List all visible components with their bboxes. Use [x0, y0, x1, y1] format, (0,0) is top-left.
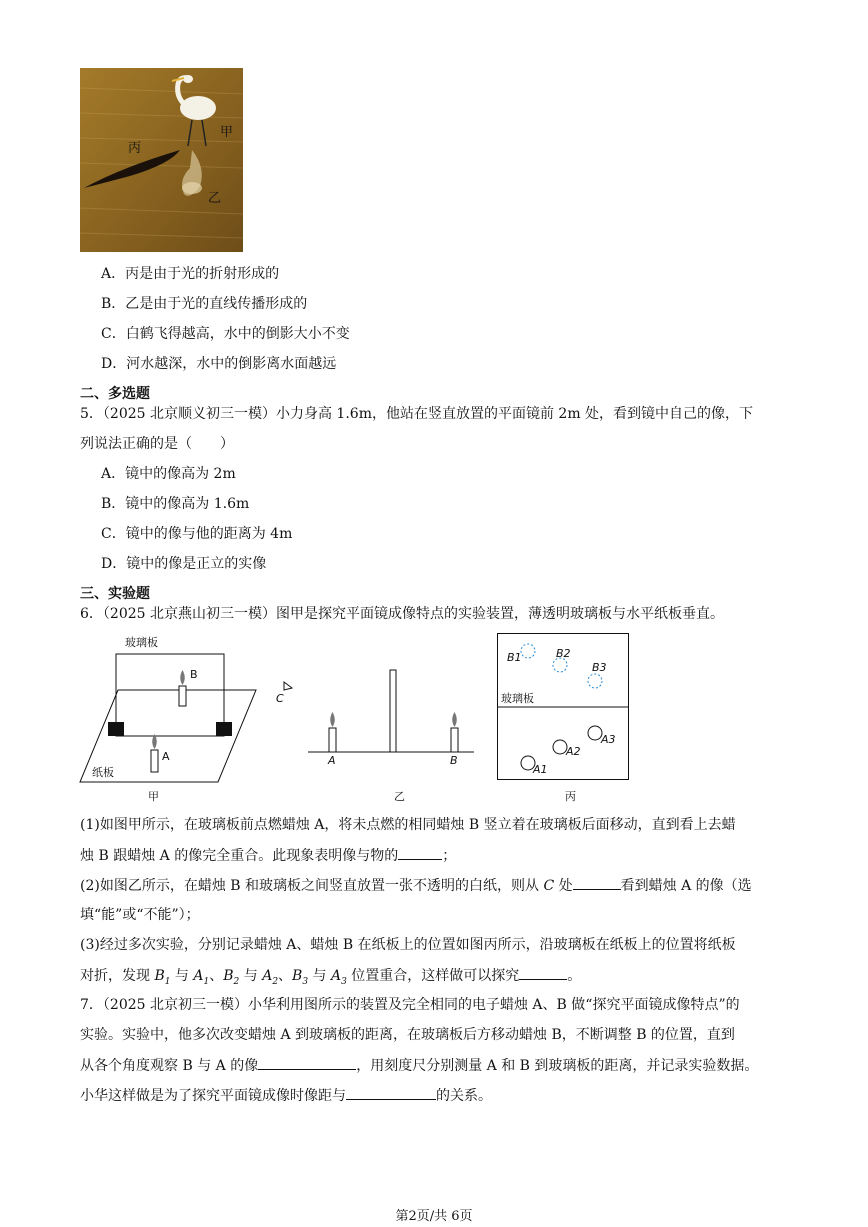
q5-option-a: A．镜中的像高为 2m [101, 466, 236, 482]
q6-part2-text-mid: 处 [554, 878, 573, 894]
photo-label-bing: 丙 [128, 141, 142, 156]
q7-line2: 实验。实验中，他多次改变蜡烛 A 到玻璃板的距离，在玻璃板后方移动蜡烛 B，不断调整 B 的位置，直到 [80, 1027, 735, 1043]
q6-part2-text: (2)如图乙所示，在蜡烛 B 和玻璃板之间竖直放置一张不透明的白纸，则从 [80, 878, 540, 894]
q7-answer-blank-2[interactable] [346, 1085, 436, 1100]
figure-bing [497, 633, 632, 805]
figure-jia-caption: 甲 [148, 790, 159, 803]
figure-bing-label-b1: B1 [507, 651, 522, 664]
figure-bing-label-b2: B2 [556, 647, 571, 660]
q6-part2-answer-blank[interactable] [573, 875, 621, 890]
q4-option-c: C．白鹤飞得越高，水中的倒影大小不变 [101, 326, 350, 342]
q6-stem: 6．（2025 北京燕山初三一模）图甲是探究平面镜成像特点的实验装置，薄透明玻璃板与水平纸板垂直。 [80, 606, 724, 622]
q5-option-b: B．镜中的像高为 1.6m [101, 496, 250, 512]
figure-bing-label-a1: A1 [533, 763, 548, 776]
q6-part3-text: 对折，发现 [80, 968, 150, 984]
q6-part1-line1: (1)如图甲所示，在玻璃板前点燃蜡烛 A，将未点燃的相同蜡烛 B 竖立着在玻璃板后面移动，直到看上去蜡 [80, 817, 736, 833]
figure-jia-label-a: A [162, 750, 170, 763]
figure-yi-label-b: B [450, 754, 458, 767]
section-experiment-heading: 三、实验题 [80, 586, 150, 602]
q7-line4-text: 小华这样做是为了探究平面镜成像时像距与 [80, 1088, 346, 1104]
q4-option-a: A．丙是由于光的折射形成的 [101, 266, 280, 282]
q6-part2-line2: 填“能”或“不能”）； [80, 907, 200, 923]
figure-bing-glass-label: 玻璃板 [501, 692, 534, 705]
q6-part3-text-mid: 位置重合，这样做可以探究 [351, 968, 520, 984]
figure-jia-paper-label: 纸板 [92, 766, 114, 779]
q7-line3-text: 从各个角度观察 B 与 A 的像 [80, 1058, 259, 1074]
photo-label-yi: 乙 [208, 191, 222, 206]
figure-bing-label-a2: A2 [566, 745, 581, 758]
figure-bing-caption: 丙 [565, 790, 576, 803]
q6-part1-answer-blank[interactable] [398, 845, 442, 860]
q6-part3-line1: (3)经过多次实验，分别记录蜡烛 A、蜡烛 B 在纸板上的位置如图丙所示，沿玻璃板在纸板上的位置将纸板 [80, 937, 736, 953]
q7-answer-blank-1[interactable] [258, 1055, 356, 1070]
q7-line3 [80, 1055, 758, 1076]
figure-yi-label-c: C [276, 692, 284, 705]
figure-bing-label-b3: B3 [592, 661, 607, 674]
figure-yi-label-a: A [328, 754, 336, 767]
egret-reflection-photo [80, 68, 243, 252]
figure-bing-label-a3: A3 [601, 733, 616, 746]
q6-part2-text-end: 看到蜡烛 A 的像（选 [620, 878, 752, 894]
q4-option-b: B．乙是由于光的直线传播形成的 [101, 296, 308, 312]
q7-line4 [80, 1085, 492, 1106]
q5-option-d: D．镜中的像是正立的实像 [101, 556, 267, 572]
q6-part2-line1 [80, 875, 752, 896]
q5-stem-line2: 列说法正确的是（ ） [80, 436, 234, 452]
q6-part1-text: 烛 B 跟蜡烛 A 的像完全重合。此现象表明像与物的 [80, 848, 399, 864]
q4-option-d: D．河水越深，水中的倒影离水面越远 [101, 356, 337, 372]
q6-part1-line2 [80, 845, 456, 866]
q6-part3-line2: 对折，发现 $B_1$ 与 $A_1$、$B_2$ 与 $A_2$、$B_3$ 与 $A_3$ 位置重合，这样做可以探究 。 [80, 965, 581, 992]
page-footer: 第2页/共 6页 [395, 1209, 473, 1224]
q6-part2-point-c: C [543, 878, 555, 894]
figure-jia-glass-label: 玻璃板 [125, 636, 158, 649]
q5-stem-line1: 5．（2025 北京顺义初三一模）小力身高 1.6m，他站在竖直放置的平面镜前 2m 处，看到镜中自己的像，下 [80, 406, 754, 422]
q6-part3-end: 。 [567, 968, 582, 984]
q6-part1-end: ； [442, 848, 457, 864]
photo-label-jia: 甲 [220, 125, 234, 140]
q5-option-c: C．镜中的像与他的距离为 4m [101, 526, 293, 542]
figure-jia [78, 630, 268, 805]
section-multiple-choice-heading: 二、多选题 [80, 386, 150, 402]
q6-part3-answer-blank[interactable] [519, 965, 567, 980]
q7-line1: 7．（2025 北京初三一模）小华利用图所示的装置及完全相同的电子蜡烛 A、B 做“探究平面镜成像特点”的 [80, 997, 740, 1013]
q7-line3-end: ，用刻度尺分别测量 A 和 B 到玻璃板的距离，并记录实验数据。 [356, 1058, 759, 1074]
figure-yi-caption: 乙 [394, 790, 405, 803]
figure-jia-label-b: B [190, 668, 198, 681]
figure-yi [272, 660, 478, 805]
q7-line4-end: 的关系。 [436, 1088, 492, 1104]
